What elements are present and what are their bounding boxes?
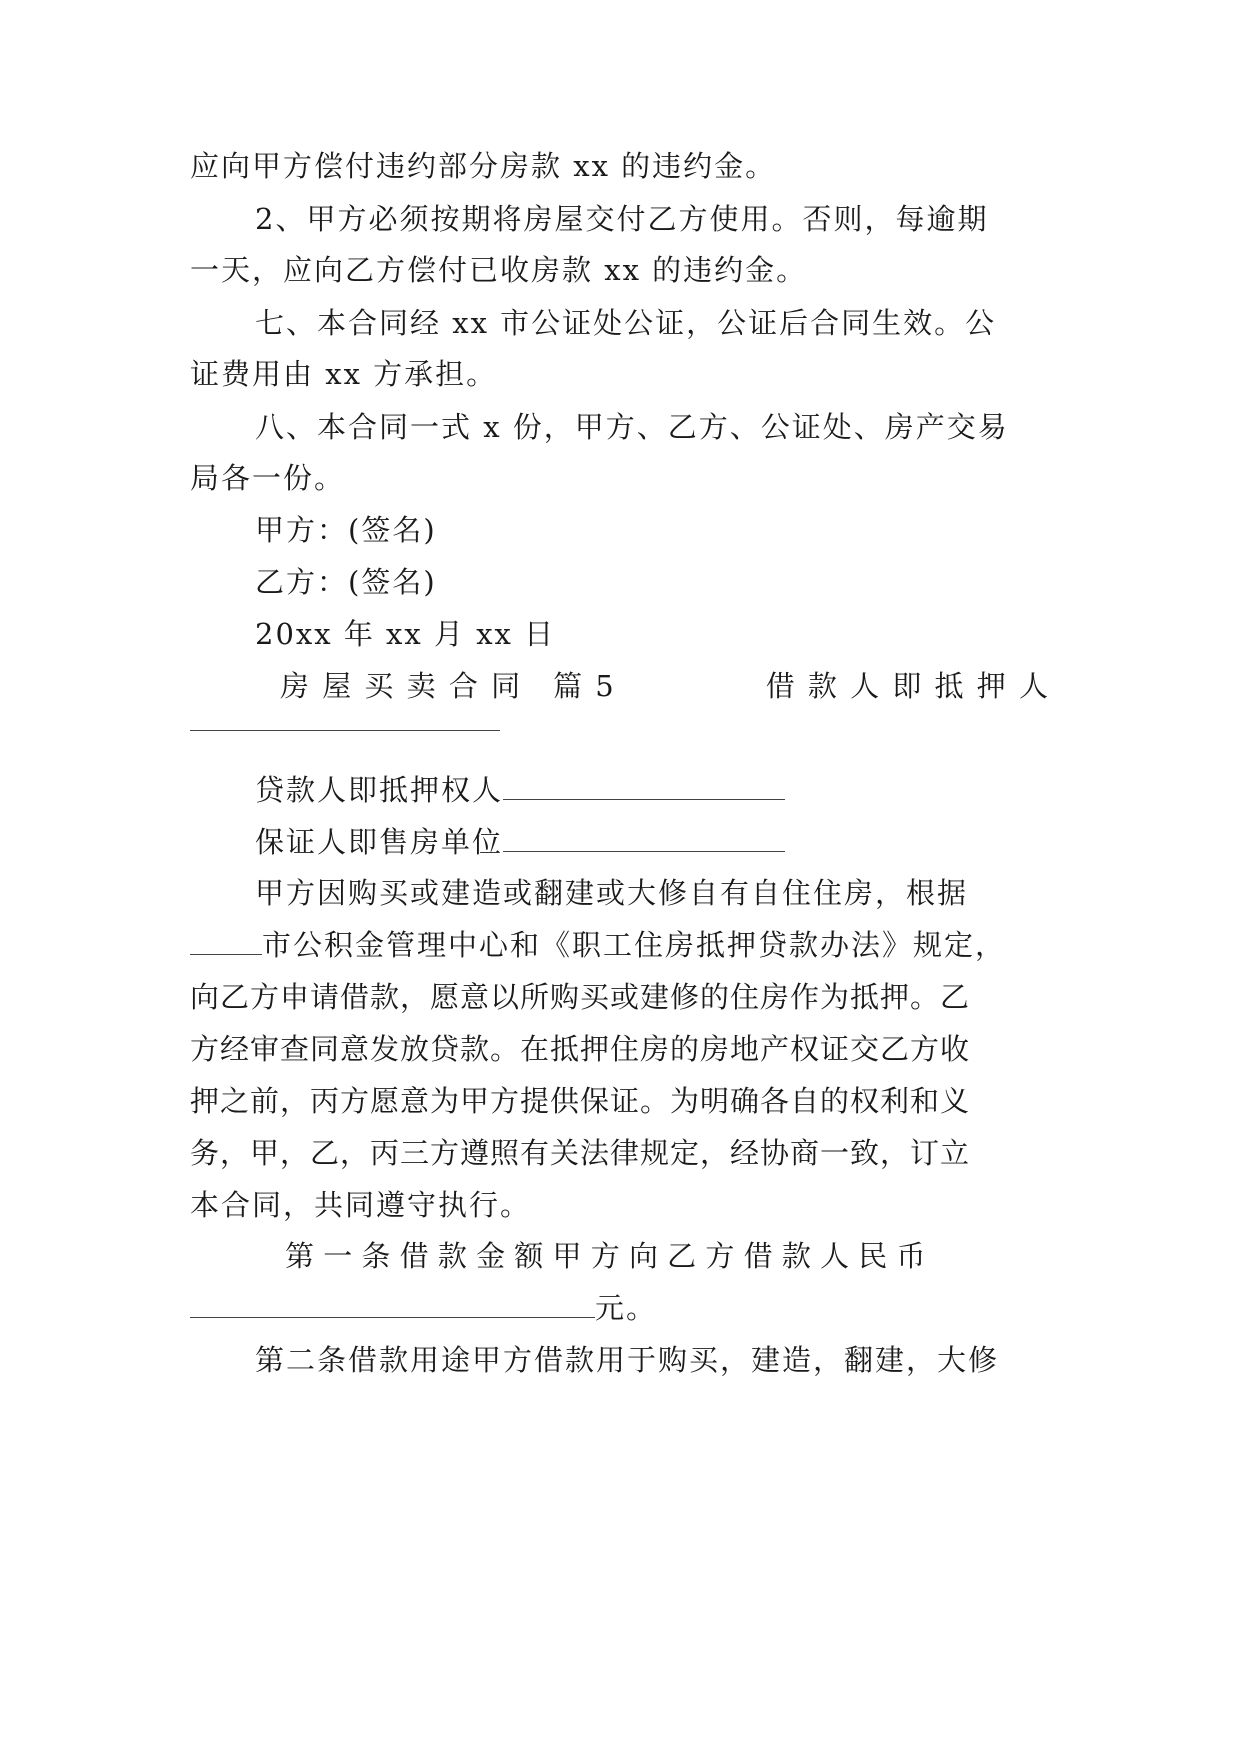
article-1-line: 第 一 条 借 款 金 额 甲 方 向 乙 方 借 款 人 民 币 xyxy=(285,1239,926,1273)
text-line: 2、甲方必须按期将房屋交付乙方使用。否则，每逾期 xyxy=(255,202,989,236)
amount-blank xyxy=(190,1289,595,1318)
section-heading-line xyxy=(280,666,1050,706)
guarantor-line xyxy=(255,822,1050,862)
text-line: 向乙方申请借款，愿意以所购买或建修的住房作为抵押。乙 xyxy=(190,980,971,1014)
currency-unit: 元。 xyxy=(595,1291,658,1325)
borrower-label: 借 款 人 即 抵 押 人 xyxy=(765,669,1050,703)
signature-party-b: 乙方：(签名) xyxy=(255,565,437,599)
section-title: 房 屋 买 卖 合 同 篇 5 xyxy=(280,669,616,703)
lender-label: 贷款人即抵押权人 xyxy=(255,773,504,807)
text-line: 第二条借款用途甲方借款用于购买，建造，翻建，大修 xyxy=(255,1343,1000,1377)
text-line: 应向甲方偿付违约部分房款 xx 的违约金。 xyxy=(190,149,777,183)
text-line: 务，甲，乙，丙三方遵照有关法律规定，经协商一致，订立 xyxy=(190,1136,971,1170)
lender-line xyxy=(255,770,1050,810)
text-line: 局各一份。 xyxy=(190,461,346,495)
text-line: 押之前，丙方愿意为甲方提供保证。为明确各自的权利和义 xyxy=(190,1084,971,1118)
text-line: 方经审查同意发放贷款。在抵押住房的房地产权证交乙方收 xyxy=(190,1032,971,1066)
borrower-blank xyxy=(190,730,500,731)
text-line: 甲方因购买或建造或翻建或大修自有自住住房，根据 xyxy=(255,876,969,910)
text-line: 一天，应向乙方偿付已收房款 xx 的违约金。 xyxy=(190,253,808,287)
text-line: 本合同，共同遵守执行。 xyxy=(190,1188,532,1222)
text-line: 七、本合同经 xx 市公证处公证，公证后合同生效。公 xyxy=(255,306,997,340)
lender-blank xyxy=(503,771,785,800)
city-blank xyxy=(190,926,262,955)
text-line: 证费用由 xx 方承担。 xyxy=(190,357,498,391)
date-line: 20xx 年 xx 月 xx 日 xyxy=(255,617,556,651)
text-fragment: 市公积金管理中心和《职工住房抵押贷款办法》规定， xyxy=(262,928,1007,962)
guarantor-label: 保证人即售房单位 xyxy=(255,825,504,859)
guarantor-blank xyxy=(503,823,785,852)
text-line: 八、本合同一式 x 份，甲方、乙方、公证处、房产交易 xyxy=(255,410,1009,444)
text-line xyxy=(190,925,1050,965)
signature-party-a: 甲方：(签名) xyxy=(255,513,437,547)
amount-line xyxy=(190,1288,1050,1328)
